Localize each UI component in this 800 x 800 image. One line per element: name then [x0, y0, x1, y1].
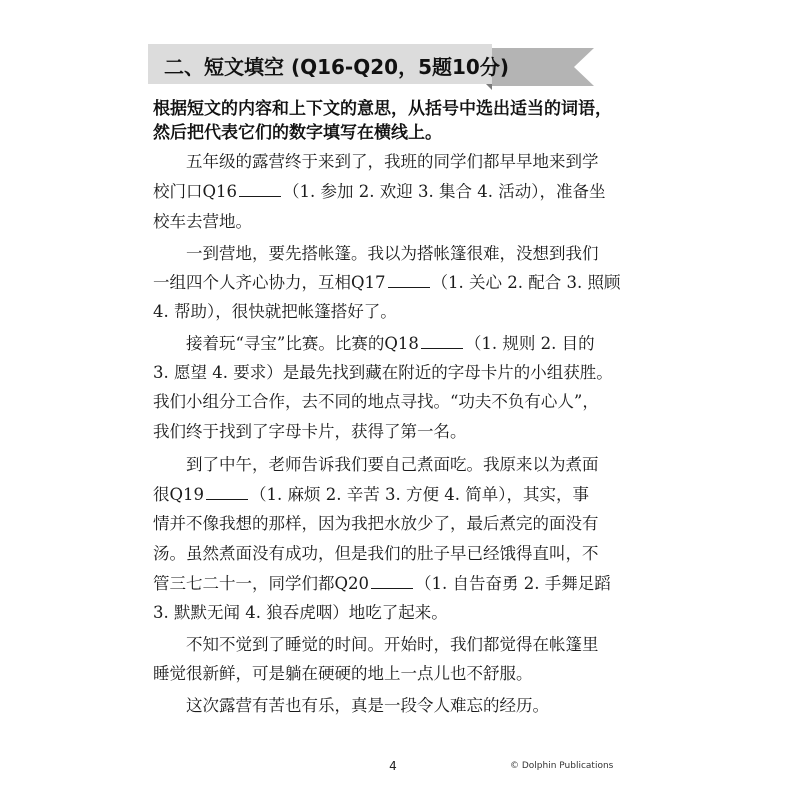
instruction-line-2: 然后把代表它们的数字填写在横线上。	[153, 123, 442, 143]
passage-line	[153, 481, 589, 509]
passage-text: 一组四个人齐心协力，互相Q17	[153, 273, 386, 292]
passage-line: 我们小组分工合作，去不同的地点寻找。“功夫不负有心人”，	[153, 392, 599, 411]
passage-line: 4. 帮助），很快就把帐篷搭好了。	[153, 302, 397, 321]
passage-text: 校门口Q16	[153, 182, 238, 201]
passage-text: 管三七二十一，同学们都Q20	[153, 574, 370, 593]
passage-line: 睡觉很新鲜，可是躺在硬硬的地上一点儿也不舒服。	[153, 664, 533, 683]
passage-line: 情并不像我想的那样，因为我把水放少了，最后煮完的面没有	[153, 514, 599, 533]
passage-text: （1. 规则 2. 目的	[464, 334, 595, 353]
answer-blank-q19[interactable]	[206, 483, 248, 500]
passage-line: 校车去营地。	[153, 212, 252, 231]
passage-line	[153, 269, 620, 297]
answer-blank-q16[interactable]	[239, 180, 281, 197]
passage-line: 3. 愿望 4. 要求）是最先找到藏在附近的字母卡片的小组获胜。	[153, 363, 613, 382]
passage-line: 到了中午，老师告诉我们要自己煮面吃。我原来以为煮面	[186, 455, 599, 474]
publisher-credit: © Dolphin Publications	[510, 761, 614, 771]
section-title: 二、短文填空 (Q16-Q20，5题10分)	[164, 55, 509, 79]
passage-text: （1. 自告奋勇 2. 手舞足蹈	[415, 574, 611, 593]
passage-line: 五年级的露营终于来到了，我班的同学们都早早地来到学	[186, 152, 599, 171]
passage-text: 很Q19	[153, 485, 205, 504]
passage-line: 这次露营有苦也有乐，真是一段令人难忘的经历。	[186, 696, 549, 715]
passage-line: 3. 默默无闻 4. 狼吞虎咽）地吃了起来。	[153, 603, 448, 622]
passage-line	[153, 570, 611, 598]
passage-line	[186, 330, 595, 358]
passage-line: 一到营地，要先搭帐篷。我以为搭帐篷很难，没想到我们	[186, 244, 599, 263]
answer-blank-q18[interactable]	[421, 332, 463, 349]
ribbon-fold	[486, 84, 492, 90]
passage-line	[153, 178, 605, 206]
passage-text: （1. 关心 2. 配合 3. 照顾	[431, 273, 621, 292]
page-number: 4	[389, 759, 397, 773]
passage-text: （1. 参加 2. 欢迎 3. 集合 4. 活动），准备坐	[283, 182, 606, 201]
section-banner	[148, 44, 596, 90]
passage-line: 我们终于找到了字母卡片，获得了第一名。	[153, 422, 467, 441]
passage-line: 汤。虽然煮面没有成功，但是我们的肚子早已经饿得直叫，不	[153, 544, 599, 563]
passage-text: （1. 麻烦 2. 辛苦 3. 方便 4. 简单），其实，事	[250, 485, 589, 504]
passage-text: 接着玩“寻宝”比赛。比赛的Q18	[186, 334, 419, 353]
passage-line: 不知不觉到了睡觉的时间。开始时，我们都觉得在帐篷里	[186, 635, 599, 654]
answer-blank-q20[interactable]	[371, 572, 413, 589]
instruction-line-1: 根据短文的内容和上下文的意思，从括号中选出适当的词语，	[153, 99, 612, 119]
answer-blank-q17[interactable]	[388, 271, 430, 288]
